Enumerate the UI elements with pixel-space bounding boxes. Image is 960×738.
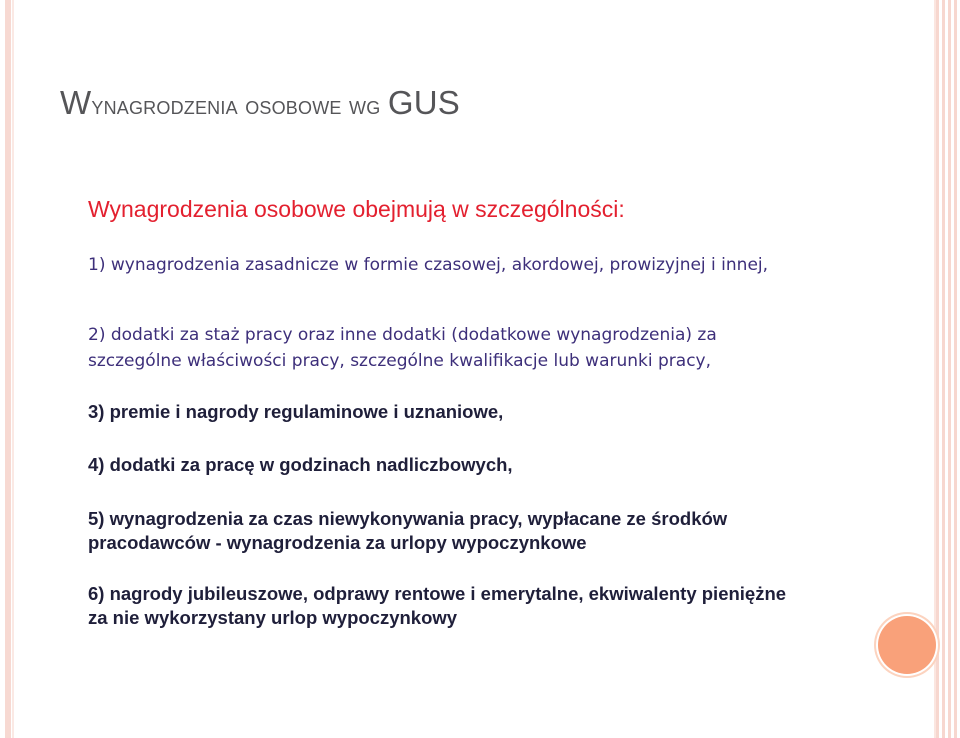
- list-item-3: 3) premie i nagrody regulaminowe i uznaniowe,: [88, 401, 504, 422]
- right-decorative-stripes: [936, 0, 960, 738]
- list-item-5: 5) wynagrodzenia za czas niewykonywania pracy, wypłacane ze środków pracodawców - wynagrodzenia za urlopy wypoczynkowe: [88, 508, 728, 553]
- left-decorative-rule: [5, 0, 11, 738]
- list-item-6: 6) nagrody jubileuszowe, odprawy rentowe i emerytalne, ekwiwalenty pieniężne za nie wykorzystany urlop wypoczynkowy: [88, 583, 787, 628]
- slide-subtitle: Wynagrodzenia osobowe obejmują w szczególności:: [88, 196, 625, 222]
- right-decorative-stripe-fade: [934, 0, 936, 738]
- title-initial: W: [60, 84, 92, 121]
- decorative-circle: [878, 616, 936, 674]
- slide-title: [60, 84, 460, 122]
- list-item-4: 4) dodatki za pracę w godzinach nadliczbowych,: [88, 454, 513, 475]
- left-decorative-rule-thin: [12, 0, 14, 738]
- title-text: ynagrodzenia osobowe wg: [91, 90, 388, 120]
- title-acronym: GUS: [387, 84, 460, 121]
- list-item-1: 1) wynagrodzenia zasadnicze w formie czasowej, akordowej, prowizyjnej i innej,: [88, 255, 769, 275]
- list-item-2: 2) dodatki za staż pracy oraz inne dodatki (dodatkowe wynagrodzenia) za szczególne właściwości pracy, szczególne kwalifikacje lub warunki pracy,: [88, 325, 717, 371]
